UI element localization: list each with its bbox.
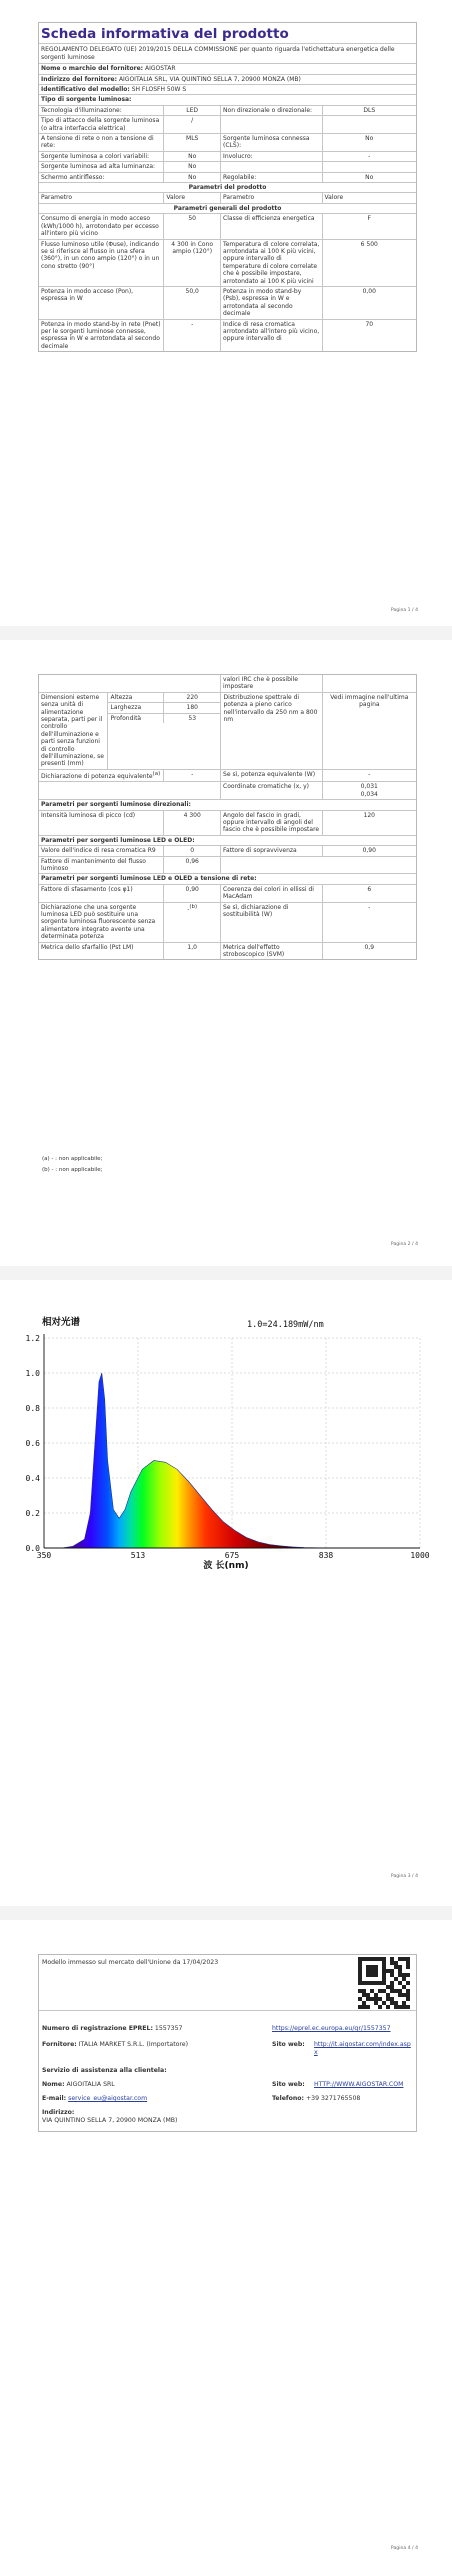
y-tick-label: 0.6	[25, 1439, 40, 1448]
service-heading: Servizio di assistenza alla clientela:	[42, 2067, 167, 2074]
colour-label: Sorgente luminosa a colori variabili:	[39, 152, 164, 161]
chroma-label: Coordinate cromatiche (x, y)	[221, 782, 322, 799]
height-label: Altezza	[108, 693, 164, 702]
displacement-label: Fattore di sfasamento (cos φ1)	[39, 885, 164, 902]
x-tick-label: 675	[224, 1551, 240, 1560]
tech-label: Tecnologia d'illuminazione:	[39, 106, 164, 115]
chart-scale-readout: 1.0=24.189mW/nm	[247, 1320, 324, 1330]
dimensions-values	[108, 693, 221, 769]
depth-label: Profondità	[108, 714, 164, 723]
phone-value: +39 3271765508	[305, 2095, 361, 2102]
empty-cell	[221, 116, 322, 133]
footnote-a-ref: (a)	[152, 770, 161, 777]
r9-label: Valore dell'indice di resa cromatica R9	[39, 846, 164, 855]
replacement-value: -	[187, 905, 190, 913]
model-label: Identificativo del modello:	[41, 86, 130, 93]
maintenance-value: 0,96	[164, 857, 221, 874]
email-label: E-mail:	[42, 2095, 67, 2102]
stroboscopic-label: Metrica dell'effetto stroboscopico (SVM)	[221, 943, 322, 960]
network-standby-label: Potenza in modo stand-by in rete (Pnet) per le sorgenti luminose connesse, espressa in W e arrotondata al secondo decimale	[39, 320, 164, 352]
product-info-table-cont	[38, 674, 417, 960]
brand-label: Nome o marchio del fornitore:	[41, 65, 144, 73]
phone-label: Telefono:	[272, 2095, 304, 2102]
cct-value: 6 500	[360, 240, 378, 248]
footnote-b-ref: (b)	[189, 903, 198, 910]
empty-cell	[39, 782, 221, 799]
cri-value: 70	[365, 320, 374, 328]
width-value: 180	[186, 704, 198, 712]
efficiency-class-label: Classe di efficienza energetica	[221, 214, 322, 238]
r9-value: 0	[164, 846, 221, 855]
site-label: Sito web:	[272, 2041, 305, 2048]
survival-label: Fattore di sopravvivenza	[221, 846, 322, 855]
chroma-x-value: 0,031	[360, 783, 378, 791]
flicker-value: 1,0	[164, 943, 221, 960]
params-heading: Parametri del prodotto	[188, 184, 267, 192]
depth-value: 53	[188, 714, 197, 722]
page-3	[0, 1280, 452, 1906]
connected-label: Sorgente luminosa connessa (CLS):	[221, 134, 322, 151]
energy-consumption-value: 50	[164, 214, 221, 238]
empty-cell	[323, 116, 417, 133]
page-separator	[0, 1906, 452, 1920]
peak-intensity-label: Intensità luminosa di picco (cd)	[39, 811, 164, 835]
dimmable-value: No	[365, 173, 374, 181]
x-tick-label: 513	[130, 1551, 146, 1560]
useful-flux-label: Flusso luminoso utile (Φuse), indicando se si riferisce al flusso in una sfera (360°), in un cono ampio (120°) o in un cono stretto (90°)	[39, 240, 164, 286]
page-number: Pagina 1 / 4	[390, 608, 418, 613]
page-title: Scheda informativa del prodotto	[39, 23, 416, 44]
directional-heading: Parametri per sorgenti luminose direzionali:	[41, 801, 191, 809]
efficiency-class-value: F	[367, 215, 371, 223]
width-label: Larghezza	[108, 703, 164, 712]
address-value: VIA QUINTINO SELLA 7, 20900 MONZA (MB)	[42, 2117, 178, 2124]
dimmable-label: Regolabile:	[221, 173, 322, 182]
mains-led-heading: Parametri per sorgenti luminose LED e OLED a tensione di rete:	[41, 875, 257, 883]
y-tick-label: 0.0	[25, 1544, 40, 1553]
glare-label: Schermo antiriflesso:	[39, 173, 164, 182]
flicker-label: Metrica dello sfarfallio (Pst LM)	[39, 943, 164, 960]
stroboscopic-value: 0,9	[364, 943, 375, 951]
cap-value: /	[164, 116, 221, 133]
beam-angle-label: Angolo del fascio in gradi, oppure intervallo di angoli del fascio che è possibile impostare	[221, 811, 322, 835]
cri-label: Indice di resa cromatica arrotondato all'intero più vicino, oppure intervallo di	[221, 320, 322, 352]
replacement-label: Dichiarazione che una sorgente luminosa LED può sostituire una sorgente luminosa fluorescente senza alimentatore integrato avente una determinata potenza	[39, 903, 164, 942]
col-header-param: Parametro	[39, 193, 164, 202]
qr-code-icon	[358, 1957, 410, 2009]
beam-angle-value: 120	[363, 811, 375, 819]
led-heading: Parametri per sorgenti luminose LED e OLED:	[41, 836, 195, 844]
email-link[interactable]: service_eu@aigostar.com	[68, 2095, 148, 2102]
replacement-w-label: Se sì, dichiarazione di sostituibilità (W)	[221, 903, 322, 942]
y-tick-label: 1.0	[25, 1369, 40, 1378]
site2-label: Sito web:	[272, 2081, 305, 2088]
site-link[interactable]: http://it.aigostar.com/index.aspx	[314, 2041, 411, 2056]
product-info-table	[38, 22, 417, 352]
energy-consumption-label: Consumo di energia in modo acceso (kWh/1000 h), arrotondato per eccesso all'intero più vicino	[39, 214, 164, 238]
connected-value: No	[365, 135, 374, 143]
eprel-link[interactable]: https://eprel.ec.europa.eu/qr/1557357	[272, 2025, 391, 2032]
x-tick-label: 350	[36, 1551, 52, 1560]
page-4	[0, 1920, 452, 2560]
model-value: SH FLOSFH 50W S	[131, 86, 187, 93]
maintenance-label: Fattore di mantenimento del flusso luminoso	[39, 857, 164, 874]
mains-label: A tensione di rete o non a tensione di rete:	[39, 134, 164, 151]
cct-label: Temperatura di colore correlata, arrotondata ai 100 K più vicini, oppure intervallo di temperature di colore correlate che è possibile impostare, arrotondato ai 100 K più vicini	[221, 240, 322, 286]
equivalent-power-label: Dichiarazione di potenza equivalente	[41, 772, 153, 780]
colour-value: No	[164, 152, 221, 161]
colour-consistency-value: 6	[367, 885, 372, 893]
address-label: Indirizzo del fornitore:	[41, 75, 118, 83]
eprel-label: Numero di registrazione EPREL:	[42, 2025, 153, 2032]
on-power-label: Potenza in modo acceso (Pon), espressa in W	[39, 287, 164, 319]
x-axis-label: 波 长(nm)	[203, 1561, 249, 1571]
height-value: 220	[186, 693, 198, 701]
registration-table	[38, 1954, 417, 2132]
page-number: Pagina 3 / 4	[390, 1874, 418, 1879]
empty-cell	[323, 162, 417, 171]
address-value: AIGOITALIA SRL, VIA QUINTINO SELLA 7, 20900 MONZA (MB)	[118, 75, 301, 83]
cap-label: Tipo di attacco della sorgente luminosa (o altra interfaccia elettrica)	[39, 116, 164, 133]
mains-value: MLS	[164, 134, 221, 151]
page-separator	[0, 626, 452, 640]
dimensions-label: Dimensioni esterne senza unità di alimentazione separata, parti per il controllo dell'illuminazione e parti senza funzioni di controllo dell'illuminazione, se presenti (mm)	[39, 693, 108, 769]
empty-cell	[221, 857, 416, 874]
qr-code[interactable]	[356, 1955, 416, 2010]
y-tick-label: 1.2	[25, 1334, 40, 1343]
nondirectional-value: DLS	[363, 106, 376, 114]
spectral-label: Distribuzione spettrale di potenza a pieno carico nell'intervallo da 250 nm a 800 nm	[221, 693, 322, 769]
empty-cell	[221, 162, 322, 171]
eprel-number: 1557357	[154, 2025, 183, 2032]
regulation-text: REGOLAMENTO DELEGATO (UE) 2019/2015 DELLA COMMISSIONE per quanto riguarda l'etichettatura energetica delle sorgenti luminose	[39, 44, 416, 64]
type-heading: Tipo di sorgente luminosa:	[41, 96, 132, 104]
hlls-value: No	[164, 162, 221, 171]
supplier-label: Fornitore:	[42, 2041, 77, 2048]
survival-value: 0,90	[362, 847, 376, 855]
y-axis-label: 相对光谱	[42, 1317, 81, 1328]
x-tick-label: 1000	[410, 1551, 430, 1560]
y-tick-label: 0.8	[25, 1404, 40, 1413]
col-header-value: Valore	[164, 193, 221, 202]
page-separator	[0, 1266, 452, 1280]
footnote-a: (a) - : non applicabile;	[42, 1156, 103, 1162]
empty-cell	[323, 675, 417, 692]
placed-on-market: Modello immesso sul mercato dell'Unione da 17/04/2023	[42, 1959, 219, 1966]
page-1	[0, 0, 452, 626]
service-name-label: Nome:	[42, 2081, 65, 2088]
supplier-value: ITALIA MARKET S.R.L. (Importatore)	[78, 2041, 189, 2048]
equivalent-power-value: -	[164, 770, 221, 781]
spectral-value: Vedi immagine nell'ultima pagina	[330, 693, 409, 709]
tech-value: LED	[164, 106, 221, 115]
col-header-param-2: Parametro	[221, 193, 322, 202]
equivalent-power-w-value: -	[368, 770, 371, 778]
page-number: Pagina 4 / 4	[390, 2546, 418, 2551]
displacement-value: 0,90	[164, 885, 221, 902]
envelope-value: -	[368, 152, 371, 160]
service-name-value: AIGOITALIA SRL	[66, 2081, 115, 2088]
glare-value: No	[164, 173, 221, 182]
address-label: Indirizzo:	[42, 2109, 75, 2116]
col-header-value-2: Valore	[324, 194, 344, 202]
on-power-value: 50,0	[164, 287, 221, 319]
colour-consistency-label: Coerenza dei colori in ellissi di MacAdam	[221, 885, 322, 902]
y-tick-label: 0.2	[25, 1509, 40, 1518]
site2-link[interactable]: HTTP://WWW.AIGOSTAR.COM	[314, 2081, 404, 2088]
nondirectional-label: Non direzionale o direzionale:	[221, 106, 322, 115]
general-heading: Parametri generali del prodotto	[173, 204, 282, 212]
chroma-y-value: 0,034	[360, 790, 378, 798]
equivalent-power-w-label: Se sì, potenza equivalente (W)	[221, 770, 322, 781]
replacement-w-value: -	[368, 903, 371, 911]
footnote-b: (b) - : non applicabile;	[42, 1167, 103, 1173]
x-tick-label: 838	[318, 1551, 334, 1560]
hlls-label: Sorgente luminosa ad alta luminanza:	[39, 162, 164, 171]
cri-label-cont: valori IRC che è possibile impostare	[221, 675, 322, 692]
standby-power-label: Potenza in modo stand-by (Psb), espressa in W e arrotondata al secondo decimale	[221, 287, 322, 319]
network-standby-value: -	[164, 320, 221, 352]
page-2	[0, 640, 452, 1266]
brand-value: AIGOSTAR	[145, 65, 176, 73]
page-number: Pagina 2 / 4	[390, 1242, 418, 1247]
peak-intensity-value: 4 300	[164, 811, 221, 835]
standby-power-value: 0,00	[362, 287, 376, 295]
useful-flux-value: 4 300 in Cono ampio (120°)	[164, 240, 221, 286]
envelope-label: Involucro:	[221, 152, 322, 161]
empty-cell	[39, 675, 221, 692]
spectral-distribution-chart	[0, 1280, 452, 1906]
y-tick-label: 0.4	[25, 1474, 40, 1483]
